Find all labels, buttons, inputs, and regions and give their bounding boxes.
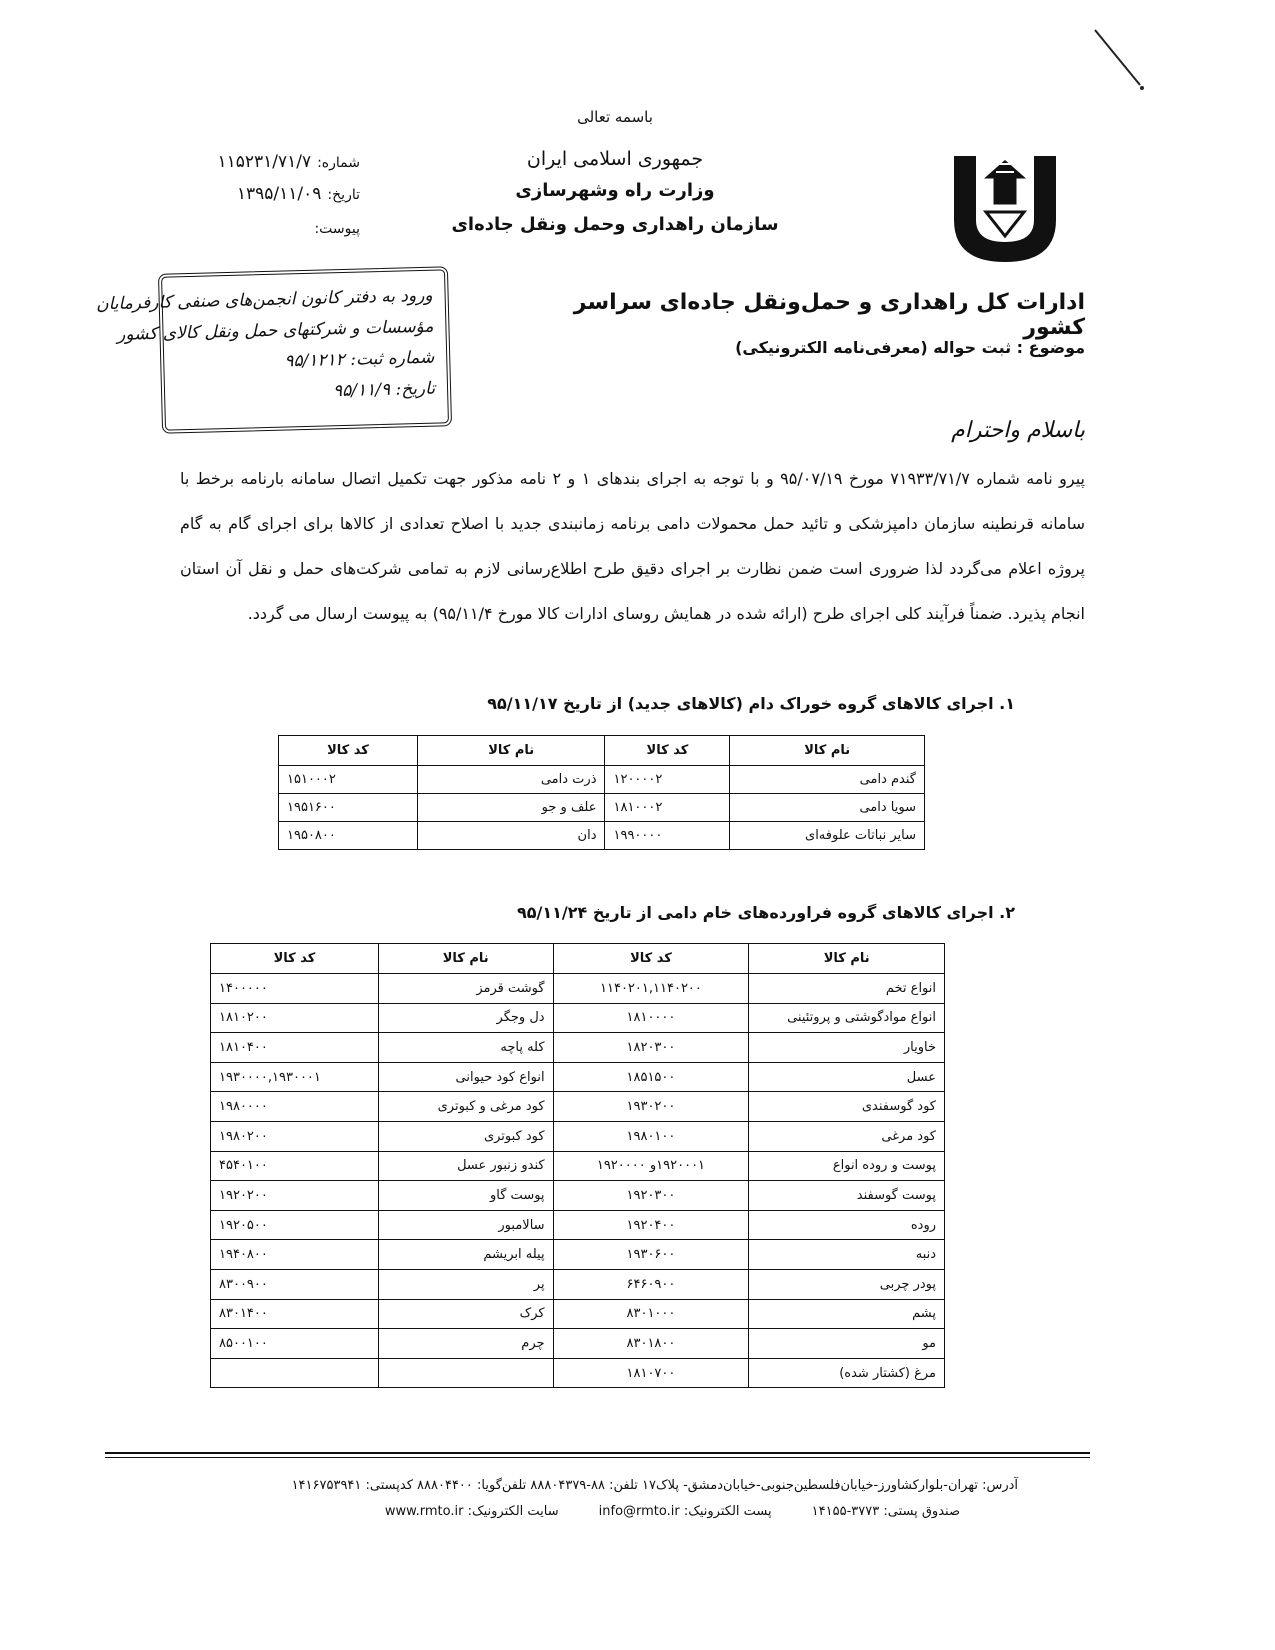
table-cell: ۱۴۰۰۰۰۰ <box>211 974 379 1004</box>
table-cell: ۸۳۰۰۹۰۰ <box>211 1269 379 1299</box>
table-cell: ۱۸۱۰۲۰۰ <box>211 1003 379 1033</box>
bismillah-heading: باسمه تعالی <box>577 108 653 126</box>
column-header: کد کالا <box>605 736 730 766</box>
section-2-title: ۲. اجرای کالاهای گروه فراورده‌های خام دامی از تاریخ ۹۵/۱۱/۲۴ <box>516 903 1015 922</box>
table-cell: سایر نباتات علوفه‌ای <box>730 822 925 850</box>
stamp-line-3: شماره ثبت: ۹۵/۱۲۱۲ <box>284 347 435 372</box>
footer-rule-thin <box>105 1457 1090 1458</box>
table-cell: کندو زنبور عسل <box>378 1151 553 1181</box>
letter-date <box>150 184 360 204</box>
table-cell: ۱۹۲۰۲۰۰ <box>211 1181 379 1211</box>
letter-date-label: تاریخ: <box>327 187 360 203</box>
table-cell: پر <box>378 1269 553 1299</box>
table-row <box>211 1210 945 1240</box>
table-cell: پشم <box>749 1299 945 1329</box>
table-cell: ۱۹۳۰۲۰۰ <box>553 1092 749 1122</box>
table-cell: ۱۸۵۱۵۰۰ <box>553 1062 749 1092</box>
table-cell: دان <box>417 822 605 850</box>
table-cell: ۱۹۲۰۵۰۰ <box>211 1210 379 1240</box>
table-row <box>211 1151 945 1181</box>
letter-number-label: شماره: <box>317 155 360 171</box>
table-cell: ۱۲۰۰۰۰۲ <box>605 766 730 794</box>
table-cell: ۱۸۱۰۷۰۰ <box>553 1358 749 1388</box>
table-cell: روده <box>749 1210 945 1240</box>
letter-body <box>180 456 1085 636</box>
table-row <box>211 1092 945 1122</box>
column-header: کد کالا <box>553 944 749 974</box>
country-name: جمهوری اسلامی ایران <box>526 148 704 170</box>
table-cell: ۸۳۰۱۰۰۰ <box>553 1299 749 1329</box>
table-cell: ۱۹۸۰۰۰۰ <box>211 1092 379 1122</box>
table-cell: کود گوسفندی <box>749 1092 945 1122</box>
table-cell: ۱۹۵۱۶۰۰ <box>279 794 418 822</box>
table-cell: گوشت قرمز <box>378 974 553 1004</box>
table-cell: دل وجگر <box>378 1003 553 1033</box>
table-row <box>279 822 925 850</box>
table-cell: ۱۹۳۰۰۰۰,۱۹۳۰۰۰۱ <box>211 1062 379 1092</box>
table-row <box>279 766 925 794</box>
letter-number <box>150 152 360 172</box>
table-row <box>211 1181 945 1211</box>
table-cell: پوست گاو <box>378 1181 553 1211</box>
stamp-line-4: تاریخ: ۹۵/۱۱/۹ <box>332 378 436 402</box>
table-cell: خاویار <box>749 1033 945 1063</box>
table-cell: ۱۸۱۰۴۰۰ <box>211 1033 379 1063</box>
table-cell: کود مرغی و کبوتری <box>378 1092 553 1122</box>
table-row <box>211 1062 945 1092</box>
table-cell: ۱۸۱۰۰۰۰ <box>553 1003 749 1033</box>
pen-stroke-mark <box>1090 25 1150 95</box>
section-2-table <box>210 943 945 1388</box>
footer-address: آدرس: تهران-بلوارکشاورز-خیابان‌فلسطین‌جنوبی-خیابان‌دمشق- پلاک۱۷ تلفن: ۸۸-۸۸۸۰۴۳۷۹ تلفن‌گویا: ۸۸۸۰۴۴۰۰ کدپستی: ۱۴۱۶۷۵۳۹۴۱ <box>291 1478 1018 1493</box>
table-cell: کود کبوتری <box>378 1121 553 1151</box>
table-row <box>211 1358 945 1388</box>
section-1-title: ۱. اجرای کالاهای گروه خوراک دام (کالاهای جدید) از تاریخ ۹۵/۱۱/۱۷ <box>487 694 1015 713</box>
table-cell: کله پاچه <box>378 1033 553 1063</box>
footer-contact <box>170 1504 960 1519</box>
table-cell: چرم <box>378 1329 553 1359</box>
table-cell: ۱۹۲۰۰۰۱و ۱۹۲۰۰۰۰ <box>553 1151 749 1181</box>
ministry-name: وزارت راه وشهرسازی <box>515 180 715 201</box>
table-cell: انواع موادگوشتی و پروتئینی <box>749 1003 945 1033</box>
table-row <box>211 1329 945 1359</box>
rmto-logo-icon <box>946 150 1064 266</box>
letter-attachment-label: پیوست: <box>314 221 360 237</box>
table-cell: ۸۵۰۰۱۰۰ <box>211 1329 379 1359</box>
table-cell: ۱۹۲۰۳۰۰ <box>553 1181 749 1211</box>
table-cell <box>378 1358 553 1388</box>
table-cell: پیله ابریشم <box>378 1240 553 1270</box>
section-1-table <box>278 735 925 850</box>
table-cell: ۱۹۵۰۸۰۰ <box>279 822 418 850</box>
letter-number-value: ۱۱۵۲۳۱/۷۱/۷ <box>217 152 312 172</box>
column-header: نام کالا <box>378 944 553 974</box>
table-cell: عسل <box>749 1062 945 1092</box>
table-cell: ۱۹۲۰۴۰۰ <box>553 1210 749 1240</box>
table-cell: کود مرغی <box>749 1121 945 1151</box>
organization-name: سازمان راهداری وحمل ونقل جاده‌ای <box>451 214 779 235</box>
table-cell: ۱۱۴۰۲۰۱,۱۱۴۰۲۰۰ <box>553 974 749 1004</box>
table-cell: سویا دامی <box>730 794 925 822</box>
table-cell: ۴۵۴۰۱۰۰ <box>211 1151 379 1181</box>
table-cell: سالامبور <box>378 1210 553 1240</box>
table-cell: ۱۹۴۰۸۰۰ <box>211 1240 379 1270</box>
table-cell: انواع کود حیوانی <box>378 1062 553 1092</box>
footer-rule <box>105 1452 1090 1454</box>
table-row <box>211 1240 945 1270</box>
table-cell: علف و جو <box>417 794 605 822</box>
table-cell: ۱۸۱۰۰۰۲ <box>605 794 730 822</box>
table-row <box>211 1269 945 1299</box>
table-cell: ۱۹۳۰۶۰۰ <box>553 1240 749 1270</box>
stamp-line-2: مؤسسات و شرکتهای حمل ونقل کالای کشور <box>116 316 434 345</box>
footer-email: پست الکترونیک: info@rmto.ir <box>598 1504 772 1519</box>
letter-date-value: ۱۳۹۵/۱۱/۰۹ <box>236 184 322 204</box>
table-cell: ۱۹۹۰۰۰۰ <box>605 822 730 850</box>
table-cell: گندم دامی <box>730 766 925 794</box>
letter-paragraph: پیرو نامه شماره ۷۱۹۳۳/۷۱/۷ مورخ ۹۵/۰۷/۱۹ و با توجه به اجرای بندهای ۱ و ۲ نامه مذکور جهت تکمیل اتصال سامانه بارنامه برخط با سامانه قرنطینه سازمان دامپزشکی و تائید حمل محمولات دامی برنامه زمانبندی جدید با اصلاح تعدادی از کالاها برای اجرای گام به گام پروژه اعلام می‌گردد لذا ضروری است ضمن نظارت بر اجرای دقیق طرح اطلاع‌رسانی لازم به تمامی شرکت‌های حمل و نقل آن استان انجام پذیرد. ضمناً فرآیند کلی اجرای طرح (ارائه شده در همایش روسای ادارات کالا مورخ ۹۵/۱۱/۴) به پیوست ارسال می گردد. <box>180 469 1085 623</box>
table-cell: پوست گوسفند <box>749 1181 945 1211</box>
table-cell <box>211 1358 379 1388</box>
table-cell: انواع تخم <box>749 974 945 1004</box>
table-cell: ۸۳۰۱۸۰۰ <box>553 1329 749 1359</box>
column-header: کد کالا <box>279 736 418 766</box>
table-row <box>211 1003 945 1033</box>
table-cell: ۱۹۸۰۱۰۰ <box>553 1121 749 1151</box>
column-header: نام کالا <box>749 944 945 974</box>
table-cell: ۸۳۰۱۴۰۰ <box>211 1299 379 1329</box>
table-cell: پودر چربی <box>749 1269 945 1299</box>
letter-recipient: ادارات کل راهداری و حمل‌ونقل جاده‌ای سراسر کشور <box>573 290 1085 340</box>
table-header-row <box>211 944 945 974</box>
footer-po-box: صندوق پستی: ۳۷۷۳-۱۴۱۵۵ <box>811 1504 960 1519</box>
table-cell: پوست و روده انواع <box>749 1151 945 1181</box>
column-header: نام کالا <box>730 736 925 766</box>
table-row <box>211 1033 945 1063</box>
table-cell: مرغ (کشتار شده) <box>749 1358 945 1388</box>
table-cell: دنبه <box>749 1240 945 1270</box>
table-cell: ۱۹۸۰۲۰۰ <box>211 1121 379 1151</box>
received-stamp <box>95 266 452 434</box>
table-row <box>279 794 925 822</box>
table-cell: ۱۵۱۰۰۰۲ <box>279 766 418 794</box>
footer-website: سایت الکترونیک: www.rmto.ir <box>384 1504 559 1519</box>
column-header: نام کالا <box>417 736 605 766</box>
table-row <box>211 1121 945 1151</box>
table-cell: ذرت دامی <box>417 766 605 794</box>
table-cell: ۱۸۲۰۳۰۰ <box>553 1033 749 1063</box>
table-cell: مو <box>749 1329 945 1359</box>
column-header: کد کالا <box>211 944 379 974</box>
letter-subject: موضوع : ثبت حواله (معرفی‌نامه الکترونیکی) <box>735 338 1085 357</box>
table-row <box>211 1299 945 1329</box>
stamp-line-1: ورود به دفتر کانون انجمن‌های صنفی کارفرمایان <box>95 285 433 315</box>
table-row <box>211 974 945 1004</box>
table-cell: ۶۴۶۰۹۰۰ <box>553 1269 749 1299</box>
letter-attachment <box>150 218 360 238</box>
table-header-row <box>279 736 925 766</box>
letter-greeting: باسلام واحترام <box>951 418 1085 443</box>
table-cell: کرک <box>378 1299 553 1329</box>
